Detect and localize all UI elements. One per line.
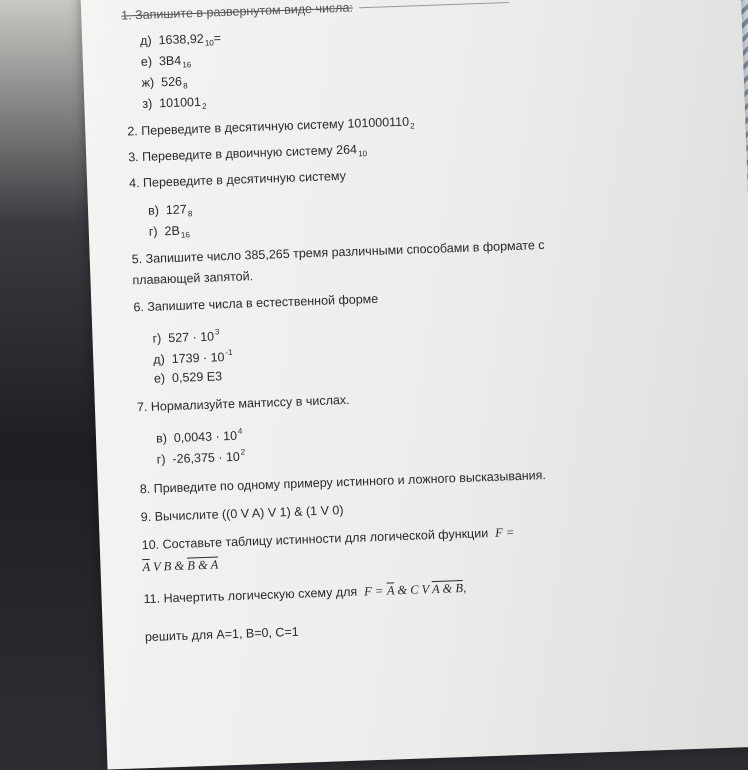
q1-item-z: [142, 95, 207, 113]
q10-term-mid: V B &: [149, 558, 188, 574]
q2: [127, 114, 415, 140]
q5-text-2: плавающей запятой.: [132, 269, 254, 288]
item-label: г): [156, 452, 166, 467]
item-exponent: 4: [237, 426, 243, 436]
item-base: 8: [182, 81, 188, 91]
item-exponent: 2: [240, 447, 246, 457]
q6-item-g: [152, 327, 220, 345]
item-label: д): [153, 352, 166, 367]
item-number: 127: [165, 202, 187, 218]
item-number: 0,0043 · 10: [173, 428, 238, 446]
item-base: 10: [204, 38, 214, 48]
item-label: в): [155, 431, 168, 446]
q2-base: 2: [410, 121, 415, 131]
q9: [141, 503, 344, 524]
q4-item-g: [149, 223, 190, 240]
q10-term-ba: B & A: [186, 557, 219, 573]
q1-item-d: [140, 31, 221, 50]
q1-item-zh: [141, 74, 187, 92]
q11-line1: [143, 581, 466, 607]
item-base: 16: [182, 60, 192, 70]
item-base: 2: [201, 101, 207, 111]
item-number: 1638,92: [158, 31, 204, 48]
q11-func: F =: [363, 583, 384, 599]
item-number: 526: [160, 74, 183, 90]
q1-title-text: 1. Запишите в развернутом виде числа:: [121, 0, 354, 23]
q10-formula: [142, 558, 218, 576]
item-label: г): [148, 224, 158, 239]
item-base: 8: [187, 209, 193, 219]
q1-title: [121, 0, 509, 23]
item-number: 1739 · 10: [171, 350, 225, 367]
q11-text: 11. Начертить логическую схему для: [143, 584, 358, 607]
item-label: з): [142, 96, 153, 111]
item-label: в): [147, 203, 160, 218]
q10-func: F =: [494, 525, 515, 540]
q5-line2: [132, 269, 253, 287]
item-label: ж): [141, 75, 155, 90]
q7-item-g: [156, 448, 245, 467]
item-suffix: =: [213, 31, 222, 46]
q9-text: 9. Вычислите ((0 V A) V 1) & (1 V 0): [140, 503, 344, 525]
item-number: 527 · 10: [167, 329, 215, 346]
q10-line1: [142, 525, 515, 553]
item-exponent: -1: [225, 347, 233, 358]
q3: [128, 142, 367, 166]
q11-term-ab: A & B: [431, 581, 464, 597]
q7-title: [137, 393, 350, 414]
q11-term-mid: & C V: [393, 582, 433, 598]
q6-item-e: [154, 369, 223, 385]
item-number: 3B4: [158, 53, 182, 69]
underline-rule: [359, 2, 509, 8]
q11-term-a: $\overline{A}$: [386, 583, 395, 598]
q6-title-text: 6. Запишите числа в естественной форме: [133, 291, 379, 315]
q2-text: 2. Переведите в десятичную систему 101000110: [127, 114, 410, 139]
q6-title: [133, 292, 378, 315]
q6-item-d: [153, 348, 233, 367]
q4-title-text: 4. Переведите в десятичную систему: [128, 168, 347, 191]
q11-tail: ,: [462, 580, 467, 596]
q11-text-2: решить для А=1, В=0, С=1: [144, 624, 299, 645]
item-label: г): [152, 331, 162, 346]
q10-text: 10. Составьте таблицу истинности для логической функции: [141, 526, 489, 553]
q1-item-e: [141, 53, 192, 71]
item-number: -26,375 · 10: [172, 449, 241, 467]
item-number: 0,529 Е3: [171, 369, 223, 386]
q3-base: 10: [357, 149, 368, 159]
item-number: 101001: [158, 94, 202, 111]
item-number: 2B: [164, 223, 181, 239]
q7-title-text: 7. Нормализуйте мантиссу в числах.: [136, 392, 350, 415]
q5-text-1: 5. Запишите число 385,265 тремя различными способами в формате с: [131, 237, 545, 267]
q8-text: 8. Приведите по одному примеру истинного и ложного высказывания.: [139, 468, 547, 497]
q7-item-v: [156, 427, 243, 446]
item-label: д): [139, 33, 152, 48]
q4-item-v: [148, 202, 193, 220]
q8: [140, 468, 547, 496]
q5-line1: [132, 238, 545, 266]
item-exponent: 3: [214, 327, 220, 337]
q11-line2: [145, 625, 299, 644]
q3-text: 3. Переведите в двоичную систему 264: [127, 142, 358, 165]
q4-title: [129, 169, 346, 191]
item-label: е): [140, 54, 153, 69]
item-label: е): [153, 371, 166, 386]
worksheet-paper: [80, 0, 748, 770]
item-base: 16: [180, 230, 191, 240]
q10-term-a: $\overline{A}$: [142, 559, 151, 575]
